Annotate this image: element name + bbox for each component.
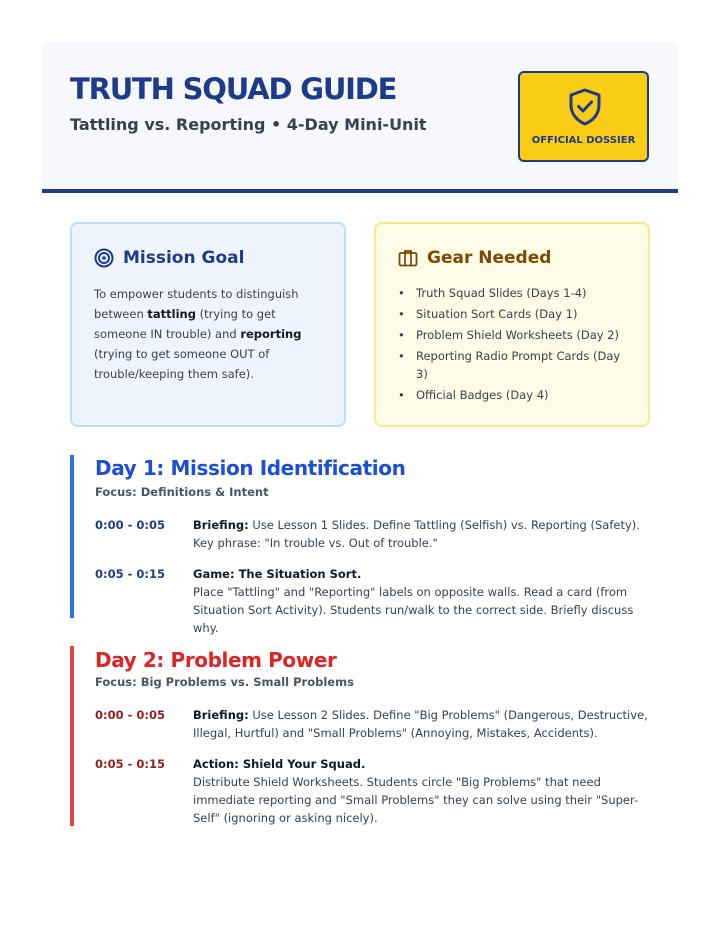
mission-goal-heading — [94, 248, 244, 268]
day-title: Day 2: Problem Power — [95, 648, 337, 672]
page-header — [42, 42, 678, 190]
page-subtitle: Tattling vs. Reporting • 4-Day Mini-Unit — [70, 115, 427, 134]
activity-description: Game: The Situation Sort. Place "Tattling" and "Reporting" labels on opposite walls. Read a card (from Situation Sort Activity). Students run/walk to the correct side. Briefly discuss why. — [193, 567, 634, 635]
day-2-section — [70, 646, 660, 826]
activity-description: Briefing: Use Lesson 1 Slides. Define Tattling (Selfish) vs. Reporting (Safety). Key phrase: "In trouble vs. Out of trouble." — [193, 518, 640, 550]
mission-goal-title: Mission Goal — [123, 248, 245, 268]
time-slot: 0:05 - 0:15 — [95, 757, 165, 771]
badge-label: OFFICIAL DOSSIER — [531, 135, 636, 146]
header-divider — [42, 189, 678, 193]
activity-description: Briefing: Use Lesson 2 Slides. Define "Big Problems" (Dangerous, Destructive, Illegal, Hurtful) and "Small Problems" (Annoying, Mistakes, Accidents). — [193, 708, 648, 740]
list-item: • Truth Squad Slides (Days 1-4) — [398, 286, 587, 300]
list-item: • Situation Sort Cards (Day 1) — [398, 307, 578, 321]
time-slot: 0:00 - 0:05 — [95, 708, 165, 722]
shield-check-icon — [568, 88, 602, 126]
day-title: Day 1: Mission Identification — [95, 456, 406, 480]
gear-needed-heading — [398, 248, 551, 268]
day-focus: Focus: Definitions & Intent — [95, 485, 269, 499]
mission-goal-text: To empower students to distinguish between tattling (trying to get someone IN trouble) and reporting (trying to get someone OUT of trouble/keeping them safe). — [94, 287, 302, 381]
briefcase-icon — [398, 248, 418, 268]
gear-list — [398, 284, 634, 407]
day-1-section — [70, 455, 660, 635]
activity-description: Action: Shield Your Squad. Distribute Shield Worksheets. Students circle "Big Problems" that need immediate reporting and "Small Problems" they can solve using their "Super-Self" (ignoring or asking nicely). — [193, 757, 639, 825]
list-item: • Official Badges (Day 4) — [398, 388, 549, 402]
term-tattling: tattling — [147, 307, 196, 321]
gear-needed-title: Gear Needed — [427, 248, 552, 268]
page-title: TRUTH SQUAD GUIDE — [70, 72, 397, 106]
day-focus: Focus: Big Problems vs. Small Problems — [95, 675, 354, 689]
time-slot: 0:00 - 0:05 — [95, 518, 165, 532]
official-dossier-badge — [518, 71, 649, 162]
day-accent-bar — [70, 455, 74, 618]
list-item: • Reporting Radio Prompt Cards (Day 3) — [398, 349, 621, 381]
mission-goal-card — [70, 222, 346, 427]
gear-needed-card — [374, 222, 650, 427]
list-item: • Problem Shield Worksheets (Day 2) — [398, 328, 620, 342]
day-accent-bar — [70, 646, 74, 826]
time-slot: 0:05 - 0:15 — [95, 567, 165, 581]
term-reporting: reporting — [240, 327, 302, 341]
target-icon — [94, 248, 114, 268]
